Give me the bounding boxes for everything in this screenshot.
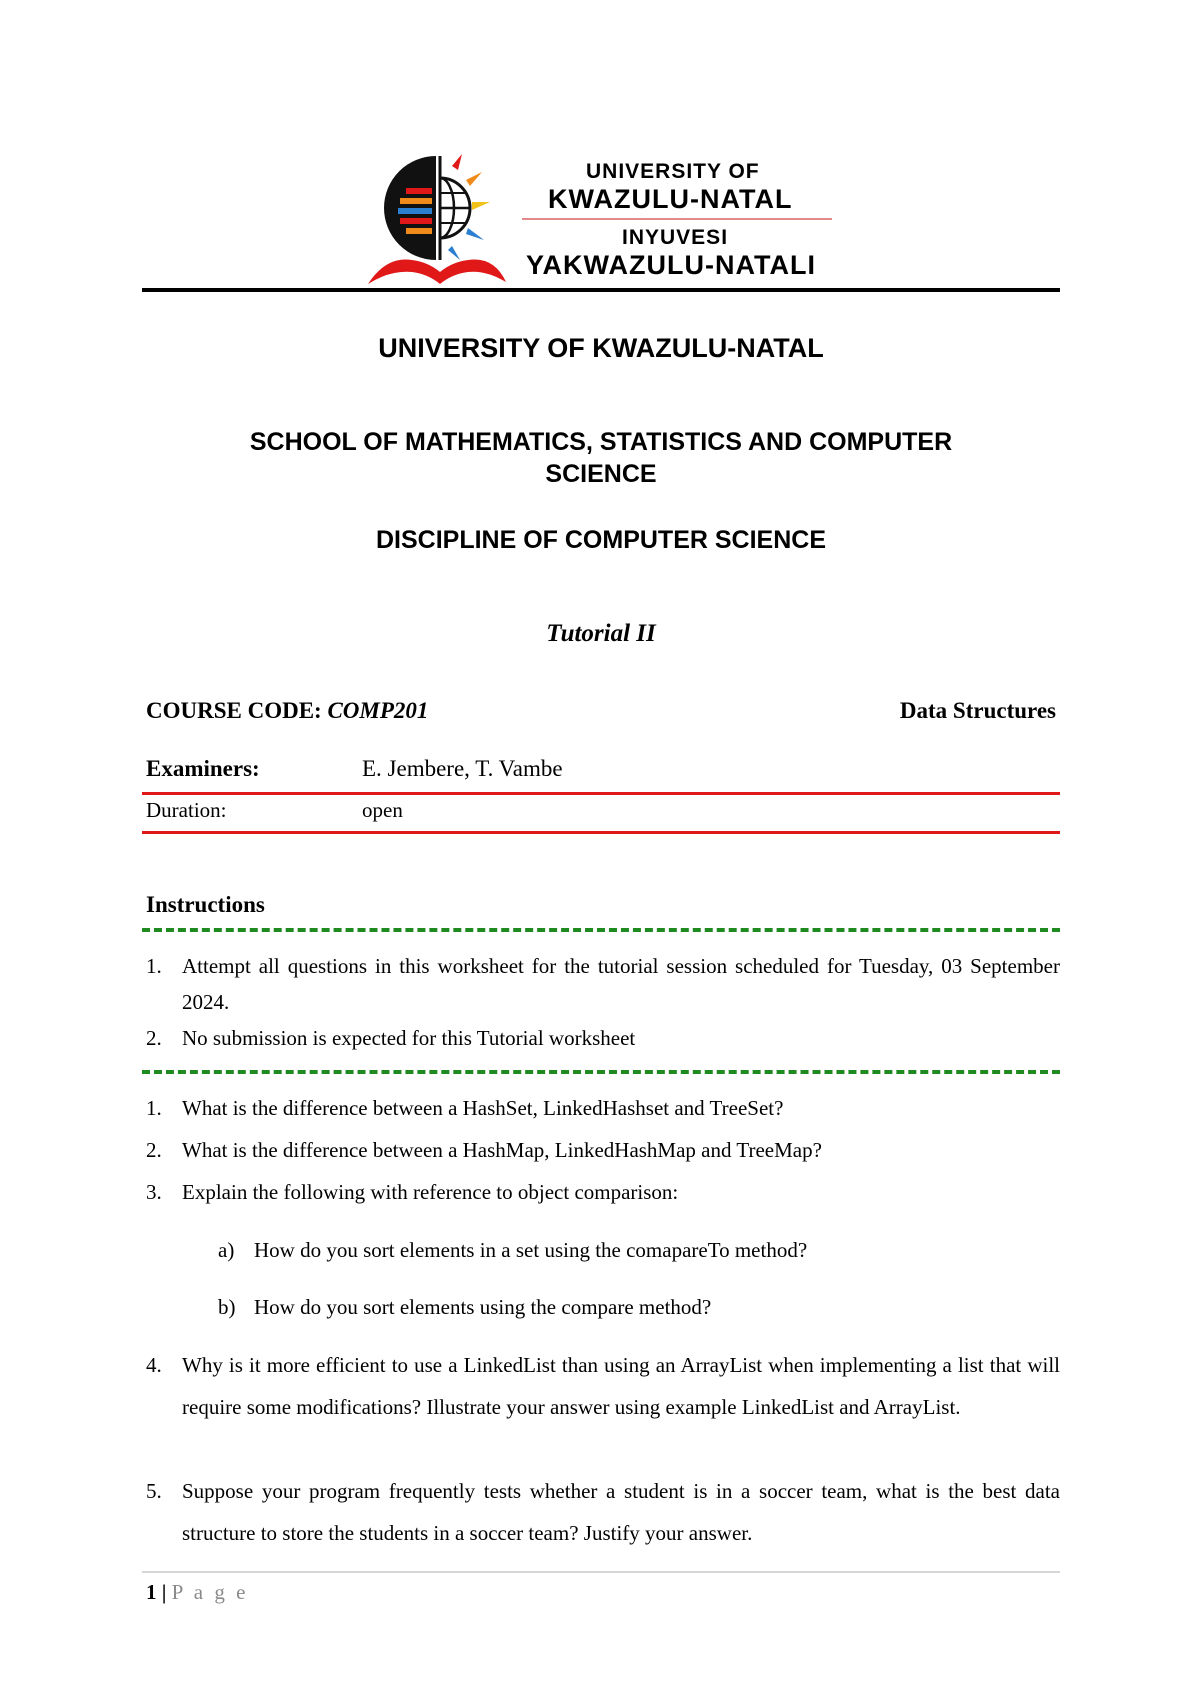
logo-line-3: INYUVESI — [622, 226, 729, 249]
logo-separator — [522, 218, 832, 220]
question-item — [146, 1470, 1060, 1554]
discipline-title: DISCIPLINE OF COMPUTER SCIENCE — [375, 526, 827, 554]
logo-line-1: UNIVERSITY OF — [586, 160, 760, 183]
footer-rule — [142, 1571, 1060, 1573]
examiners-label: Examiners: — [146, 756, 260, 781]
question-text: What is the difference between a HashMap, LinkedHashMap and TreeMap? — [182, 1138, 822, 1162]
green-dashed-divider — [142, 1070, 1060, 1074]
sub-question-text: How do you sort elements using the compare method? — [254, 1295, 712, 1319]
duration-label: Duration: — [146, 798, 227, 822]
instruction-number: 1. — [146, 954, 162, 978]
question-number: 1. — [146, 1096, 162, 1120]
question-text: Explain the following with reference to object comparison: — [182, 1180, 679, 1204]
question-item — [146, 1344, 1060, 1470]
question-number: 4. — [146, 1353, 162, 1377]
school-title-line-2: SCIENCE — [545, 460, 657, 488]
course-code-value: COMP201 — [327, 698, 429, 723]
green-dashed-divider — [142, 928, 1060, 932]
question-text: What is the difference between a HashSet, LinkedHashset and TreeSet? — [182, 1096, 784, 1120]
tutorial-title: Tutorial II — [546, 620, 656, 647]
page-word: P a g e — [171, 1580, 249, 1604]
course-code-label: COURSE CODE: — [146, 698, 322, 723]
course-line — [146, 698, 1056, 724]
question-text: Why is it more efficient to use a LinkedList than using an ArrayList when implementing a list that will require some modifications? Illustrate your answer using example LinkedList and ArrayList. — [182, 1353, 1060, 1419]
examiners-value: E. Jembere, T. Vambe — [362, 756, 563, 781]
red-divider — [142, 792, 1060, 795]
sub-question-letter: a) — [218, 1238, 235, 1262]
instruction-number: 2. — [146, 1026, 162, 1050]
question-text: Suppose your program frequently tests whether a student is in a soccer team, what is the best data structure to store the students in a soccer team? Justify your answer. — [182, 1479, 1060, 1545]
page-number: 1 — [146, 1580, 157, 1604]
red-divider — [142, 831, 1060, 834]
sub-question-text: How do you sort elements in a set using the comapareTo method? — [254, 1238, 808, 1262]
instruction-text: No submission is expected for this Tutorial worksheet — [182, 1026, 636, 1050]
question-number: 5. — [146, 1479, 162, 1503]
logo-line-4: YAKWAZULU-NATALI — [526, 250, 816, 280]
duration-value: open — [362, 798, 403, 822]
question-number: 2. — [146, 1138, 162, 1162]
sub-question-letter: b) — [218, 1295, 236, 1319]
instruction-item — [146, 948, 1060, 1020]
question-number: 3. — [146, 1180, 162, 1204]
university-title: UNIVERSITY OF KWAZULU-NATAL — [378, 333, 824, 363]
instructions-heading: Instructions — [146, 892, 265, 917]
instruction-text: Attempt all questions in this worksheet for the tutorial session scheduled for Tuesday, 03 September 2024. — [182, 954, 1060, 1014]
page-footer — [146, 1580, 248, 1605]
footer-separator: | — [161, 1580, 167, 1604]
school-title-line-1: SCHOOL OF MATHEMATICS, STATISTICS AND COMPUTER — [249, 428, 953, 456]
logo-line-2: KWAZULU-NATAL — [548, 184, 793, 214]
course-name: Data Structures — [899, 698, 1056, 723]
university-logo-text — [522, 156, 842, 286]
header-rule — [142, 288, 1060, 292]
university-logo-icon — [366, 148, 516, 288]
school-title — [142, 426, 1060, 490]
